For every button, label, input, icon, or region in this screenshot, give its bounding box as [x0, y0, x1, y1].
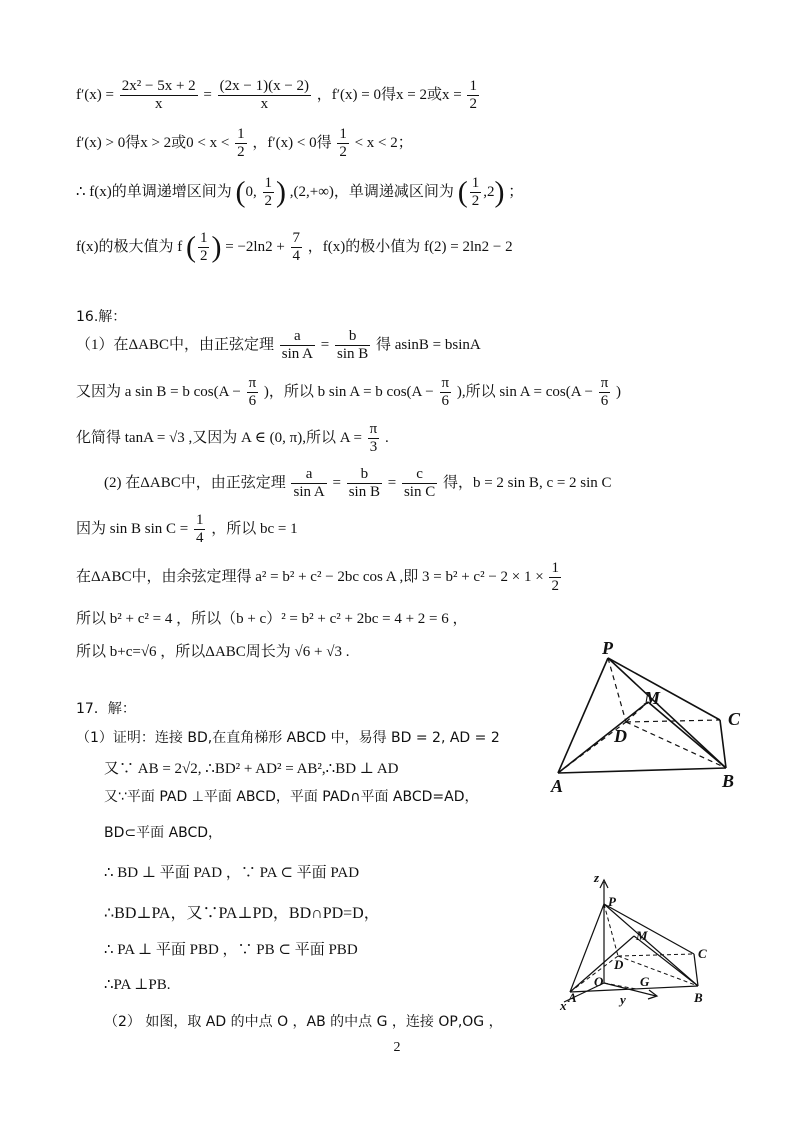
denominator: sin A	[293, 484, 325, 500]
denominator: 6	[248, 393, 257, 409]
p17-line-4: BD⊂平面 ABCD，	[104, 825, 223, 841]
denominator: 2	[551, 578, 559, 594]
p17-line-2: 又∵ AB = 2√2, ∴BD² + AD² = AB²,∴BD ⊥ AD	[104, 761, 399, 777]
edge-pc	[604, 904, 694, 954]
text: )	[616, 383, 622, 400]
numerator: 1	[339, 126, 347, 142]
denominator: 2	[339, 144, 347, 160]
fraction	[280, 328, 315, 363]
fraction	[599, 375, 611, 410]
paren: )	[276, 175, 287, 209]
fraction	[291, 230, 303, 265]
coordinate-figure	[556, 868, 726, 1014]
edge-ab	[558, 768, 726, 773]
edge-dc	[618, 954, 694, 956]
p16-line-8: 所以 b+c=√6 ，所以ΔABC周长为 √6 + √3 .	[76, 644, 350, 660]
numerator: a	[291, 466, 326, 484]
paren: (	[457, 175, 468, 209]
denominator: 2	[264, 193, 273, 209]
text: ，所以 bc = 1	[211, 520, 298, 537]
p17-line-5: ∴ BD ⊥ 平面 PAD ，∵ PA ⊂ 平面 PAD	[104, 865, 360, 881]
extremum-line	[76, 230, 513, 265]
numerator: 1	[199, 230, 208, 246]
edge-pd	[608, 658, 626, 722]
text: 因为 sin B sin C =	[76, 520, 192, 537]
p16-line-6	[76, 560, 563, 595]
text: < x < 2；	[354, 134, 413, 151]
derivative-line	[76, 78, 481, 113]
p16-line-7: 所以 b² + c² = 4 ，所以（b + c）² = b² + c² + 2bc = 4 + 2 = 6 ，	[76, 611, 468, 627]
paren: )	[494, 175, 505, 209]
monotonic-line	[76, 175, 523, 210]
fraction	[198, 230, 210, 265]
edge-pb	[604, 904, 698, 986]
text: ，f′(x) < 0得	[252, 134, 332, 151]
text: =	[332, 474, 345, 491]
label-a: A	[551, 776, 564, 796]
p17-line-8: ∴PA ⊥PB.	[104, 977, 171, 993]
text: 又因为 a sin B = b cos(A −	[76, 383, 245, 400]
p17-line-1: （1）证明：连接 BD,在直角梯形 ABCD 中，易得 BD = 2, AD = 2	[76, 730, 500, 746]
denominator: 2	[469, 96, 477, 112]
fraction	[337, 126, 349, 161]
numerator: 1	[264, 175, 273, 191]
fraction	[194, 512, 206, 547]
edge-am	[558, 702, 648, 773]
label-c: C	[698, 946, 707, 961]
text: （1）在ΔABC中，由正弦定理	[76, 336, 274, 353]
label-z: z	[594, 870, 600, 885]
fraction	[263, 175, 275, 210]
numerator: 7	[292, 230, 301, 246]
fraction	[335, 328, 370, 363]
numerator: π	[369, 421, 378, 437]
numerator: a	[280, 328, 315, 346]
edge-pa	[558, 658, 608, 773]
p16-line-5	[76, 512, 298, 547]
sign-line	[76, 126, 413, 161]
denominator: 4	[292, 248, 301, 264]
fraction	[368, 421, 380, 456]
problem-17-heading: 17．解：	[76, 701, 136, 717]
text: 在ΔABC中，由余弦定理得 a² = b² + c² − 2bc cos A ,即 3 = b² + c² − 2 × 1 ×	[76, 568, 548, 585]
text: ,(2,+∞)，单调递减区间为	[289, 183, 454, 200]
text: ；	[508, 183, 524, 200]
label-a: A	[568, 990, 577, 1005]
edge-db	[626, 722, 726, 768]
numerator: 1	[237, 126, 245, 142]
p17-line-7: ∴ PA ⊥ 平面 PBD ，∵ PB ⊂ 平面 PBD	[104, 942, 358, 958]
text: .	[385, 429, 389, 446]
text: (2) 在ΔABC中，由正弦定理	[104, 474, 286, 491]
p17-line-9: （2） 如图，取 AD 的中点 O ，AB 的中点 G ，连接 OP,OG ，	[104, 1014, 503, 1030]
edge-db	[618, 956, 698, 986]
label-d: D	[614, 726, 627, 746]
fraction	[347, 466, 382, 501]
numerator: 1	[551, 560, 559, 576]
text: f(x)的极大值为 f	[76, 238, 183, 255]
label-p: P	[608, 894, 616, 909]
label-m: M	[644, 688, 661, 708]
numerator: c	[402, 466, 437, 484]
fraction	[235, 126, 247, 161]
fraction	[247, 375, 259, 410]
text: ,2	[483, 183, 495, 200]
label-m: M	[636, 928, 648, 943]
text: )，所以 b sin A = b cos(A −	[263, 383, 438, 400]
paren: (	[235, 175, 246, 209]
fraction	[218, 78, 311, 113]
label-c: C	[728, 709, 741, 729]
edge-dc	[626, 720, 720, 722]
text: 化简得 tanA = √3 ,又因为 A ∈ (0, π),所以 A =	[76, 429, 366, 446]
paren: (	[185, 230, 196, 264]
label-x: x	[560, 998, 567, 1013]
numerator: 1	[471, 175, 480, 191]
numerator: π	[248, 375, 257, 391]
denominator: sin A	[281, 346, 314, 362]
numerator: b	[335, 328, 370, 346]
text: f′(x) > 0得x > 2或0 < x <	[76, 134, 234, 151]
text: ，f(x)的极小值为 f(2) = 2ln2 − 2	[307, 238, 513, 255]
label-b: B	[694, 990, 703, 1005]
denominator: 2	[199, 248, 208, 264]
text: 0,	[245, 183, 261, 200]
problem-16-heading: 16.解：	[76, 309, 127, 325]
numerator: 1	[469, 78, 477, 94]
text: =	[387, 474, 400, 491]
fraction	[470, 175, 482, 210]
denominator: sin B	[336, 346, 369, 362]
fraction	[291, 466, 326, 501]
text: 得 asinB = bsinA	[376, 336, 481, 353]
denominator: sin B	[348, 484, 380, 500]
label-p: P	[602, 638, 613, 658]
p16-line-2	[76, 375, 621, 410]
fraction	[440, 375, 452, 410]
text: f′(x) =	[76, 86, 118, 103]
p16-line-1	[76, 328, 481, 363]
paren: )	[211, 230, 222, 264]
numerator: 2x² − 5x + 2	[121, 78, 196, 94]
denominator: 4	[195, 530, 204, 546]
edge-bc	[720, 720, 726, 768]
p17-line-6: ∴BD⊥PA，又∵PA⊥PD，BD∩PD=D，	[104, 905, 380, 922]
denominator: 2	[237, 144, 245, 160]
page-number: 2	[393, 1040, 401, 1055]
denominator: 6	[441, 393, 450, 409]
fraction	[467, 78, 479, 113]
text: =	[203, 86, 216, 103]
denominator: x	[260, 96, 269, 112]
text: ，f′(x) = 0得x = 2或x =	[316, 86, 466, 103]
fraction	[549, 560, 561, 595]
text: = −2ln2 +	[225, 238, 289, 255]
text: ),所以 sin A = cos(A −	[456, 383, 597, 400]
p16-line-3	[76, 421, 389, 456]
numerator: π	[441, 375, 450, 391]
denominator: 3	[369, 439, 378, 455]
denominator: 6	[600, 393, 609, 409]
text: 得，b = 2 sin B, c = 2 sin C	[442, 474, 612, 491]
p17-line-3: 又∵平面 PAD ⊥平面 ABCD，平面 PAD∩平面 ABCD=AD，	[104, 789, 479, 805]
denominator: sin C	[403, 484, 436, 500]
label-o: O	[594, 974, 604, 989]
numerator: (2x − 1)(x − 2)	[219, 78, 310, 94]
text: ∴ f(x)的单调递增区间为	[76, 183, 232, 200]
denominator: 2	[471, 193, 480, 209]
fraction	[120, 78, 198, 113]
numerator: 1	[195, 512, 204, 528]
denominator: x	[154, 96, 163, 112]
edge-mb	[648, 702, 726, 768]
label-g: G	[640, 974, 650, 989]
text: =	[320, 336, 333, 353]
label-d: D	[614, 957, 624, 972]
pyramid-figure	[548, 636, 758, 796]
numerator: π	[600, 375, 609, 391]
label-b: B	[722, 771, 735, 791]
edge-pd	[604, 904, 618, 956]
label-y: y	[620, 992, 626, 1007]
numerator: b	[347, 466, 382, 484]
fraction	[402, 466, 437, 501]
p16-line-4	[104, 466, 612, 501]
